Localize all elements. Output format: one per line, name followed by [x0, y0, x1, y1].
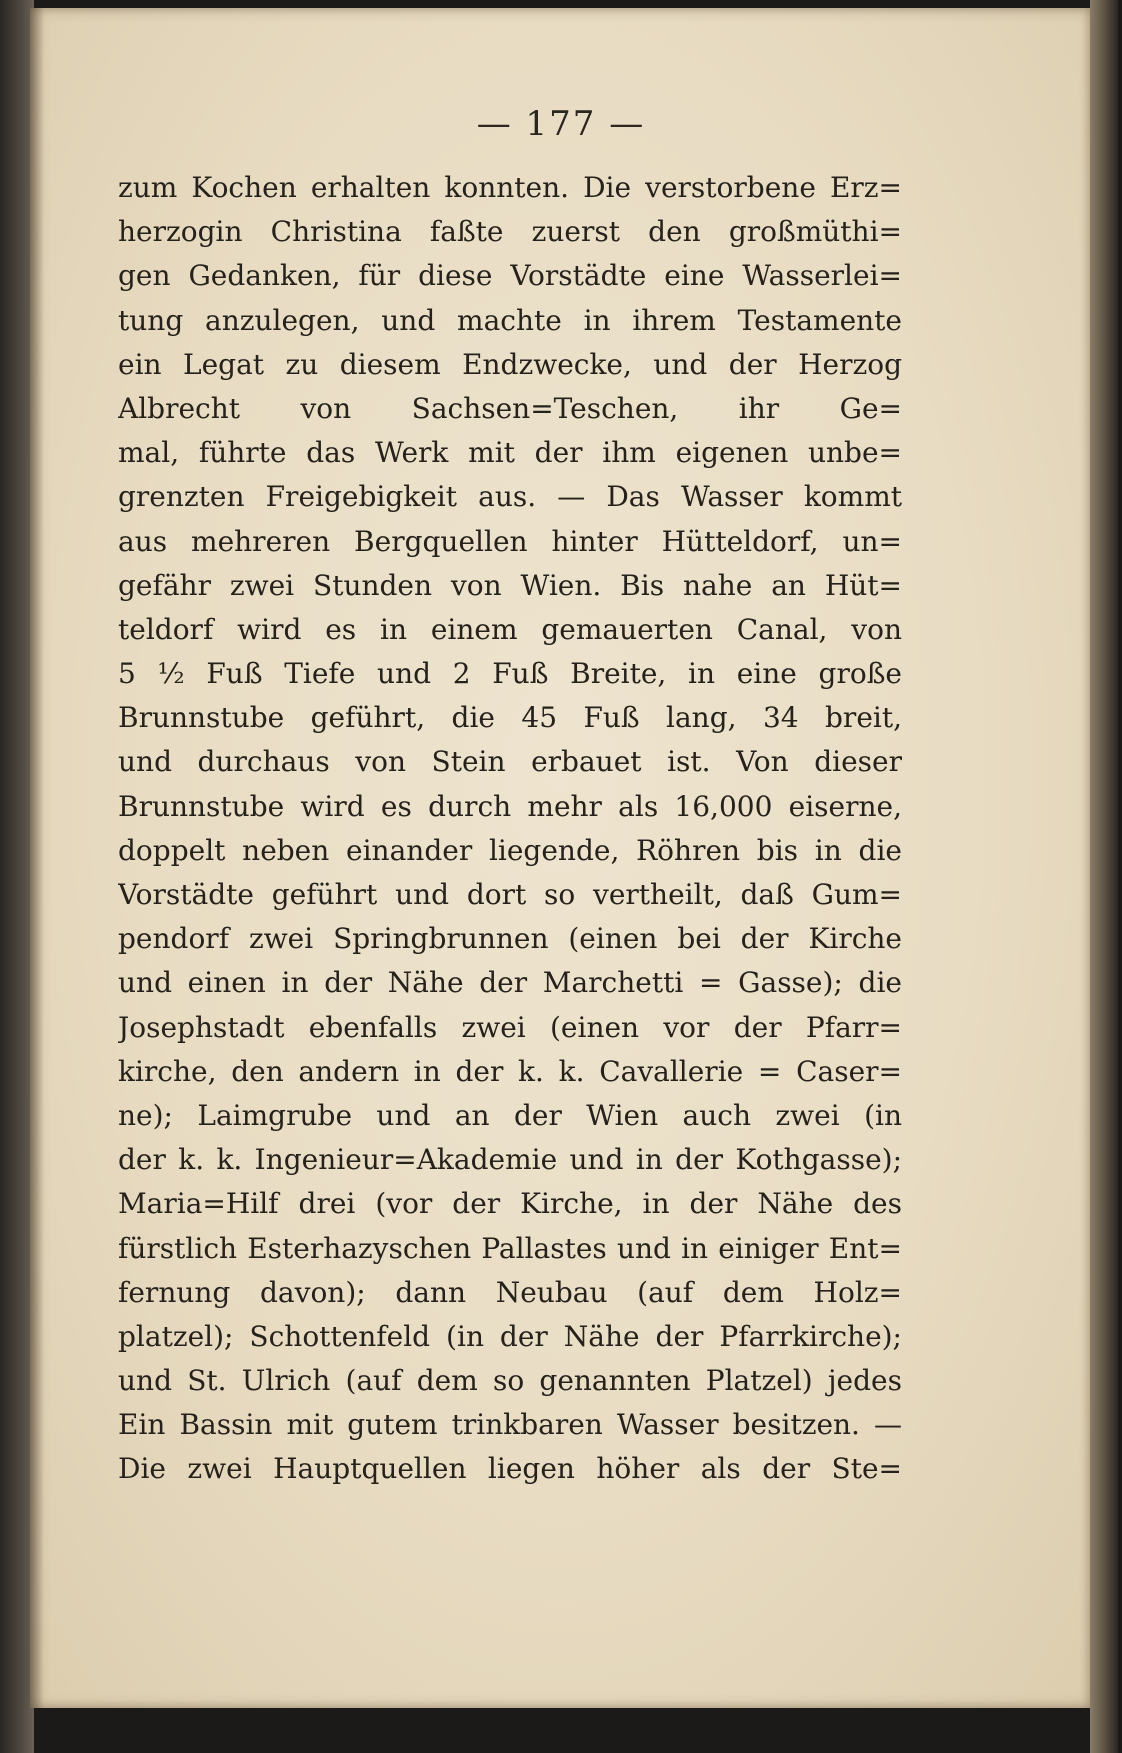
- text-line: Die zwei Hauptquellen liegen höher als der Ste=: [118, 1452, 902, 1486]
- text-line: fürstlich Esterhazyschen Pallastes und in einiger Ent=: [118, 1231, 902, 1265]
- text-line: platzel); Schottenfeld (in der Nähe der Pfarrkirche);: [118, 1319, 902, 1353]
- text-line: Albrecht von Sachsen=Teschen, ihr Ge=: [118, 391, 902, 425]
- text-line: ein Legat zu diesem Endzwecke, und der Herzog: [118, 347, 902, 381]
- text-line: herzogin Christina faßte zuerst den großmüthi=: [118, 215, 902, 249]
- text-line: kirche, den andern in der k. k. Cavallerie = Caser=: [118, 1054, 902, 1088]
- text-line: Brunnstube geführt, die 45 Fuß lang, 34 breit,: [118, 701, 902, 735]
- text-line: Ein Bassin mit gutem trinkbaren Wasser besitzen. —: [118, 1408, 902, 1442]
- body-text: [118, 166, 902, 1492]
- text-line: der k. k. Ingenieur=Akademie und in der Kothgasse);: [118, 1143, 902, 1177]
- text-line: aus mehreren Bergquellen hinter Hütteldorf, un=: [118, 524, 902, 558]
- text-line: 5 ½ Fuß Tiefe und 2 Fuß Breite, in eine große: [118, 657, 902, 691]
- text-line: doppelt neben einander liegende, Röhren bis in die: [118, 833, 902, 867]
- text-line: gefähr zwei Stunden von Wien. Bis nahe an Hüt=: [118, 568, 902, 602]
- text-line: Vorstädte geführt und dort so vertheilt, daß Gum=: [118, 878, 902, 911]
- text-line: und durchaus von Stein erbauet ist. Von dieser: [118, 745, 902, 779]
- book-spine: [0, 0, 34, 1753]
- text-line: Maria=Hilf drei (vor der Kirche, in der Nähe des: [118, 1187, 902, 1221]
- text-line: und St. Ulrich (auf dem so genannten Platzel) jedes: [118, 1364, 902, 1398]
- text-line: und einen in der Nähe der Marchetti = Gasse); die: [118, 966, 902, 1000]
- text-line: mal, führte das Werk mit der ihm eigenen unbe=: [118, 436, 902, 470]
- text-line: zum Kochen erhalten konnten. Die verstorbene Erz=: [118, 171, 902, 204]
- text-line: pendorf zwei Springbrunnen (einen bei der Kirche: [118, 922, 902, 956]
- text-line: grenzten Freigebigkeit aus. — Das Wasser kommt: [118, 480, 902, 514]
- text-line: tung anzulegen, und machte in ihrem Testamente: [118, 303, 902, 337]
- text-line: Josephstadt ebenfalls zwei (einen vor der Pfarr=: [118, 1010, 902, 1044]
- text-line: ne); Laimgrube und an der Wien auch zwei (in: [118, 1098, 902, 1132]
- text-line: gen Gedanken, für diese Vorstädte eine Wasserlei=: [118, 259, 902, 293]
- page-edge: [1090, 0, 1118, 1753]
- page-number-header: — 177 —: [476, 104, 646, 144]
- gutter-shadow: [30, 8, 44, 1708]
- text-line: teldorf wird es in einem gemauerten Canal, von: [118, 612, 902, 646]
- text-line: fernung davon); dann Neubau (auf dem Holz=: [118, 1275, 902, 1309]
- text-line: Brunnstube wird es durch mehr als 16,000 eiserne,: [118, 789, 902, 823]
